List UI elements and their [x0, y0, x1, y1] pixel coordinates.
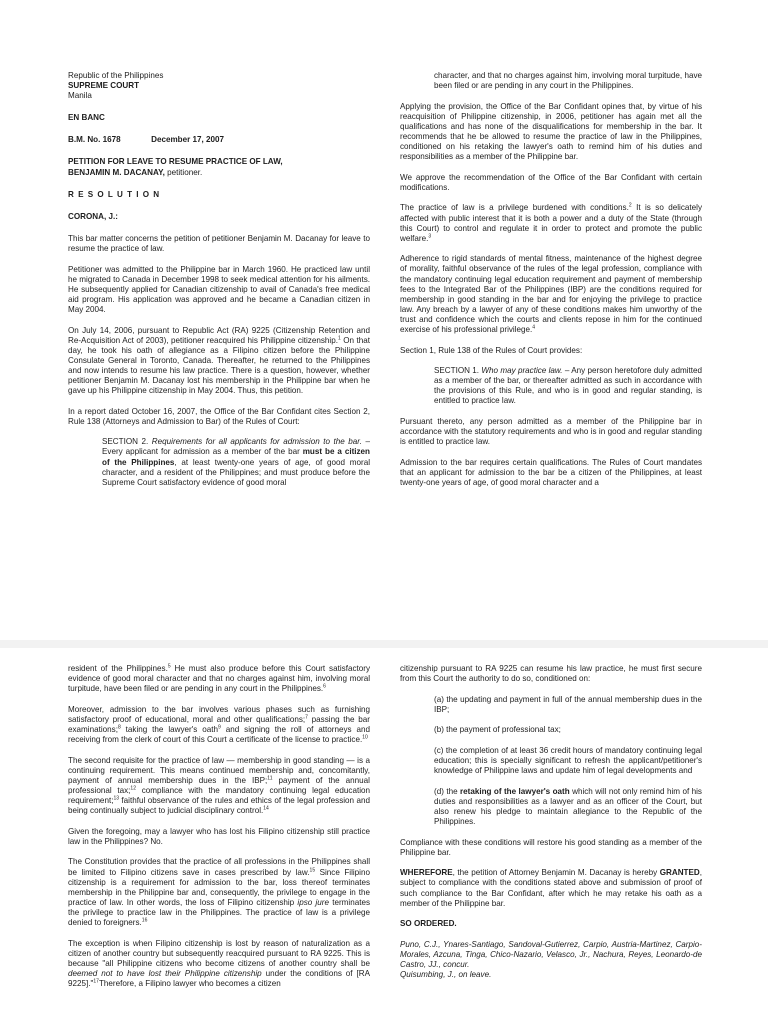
case-parties [68, 168, 370, 178]
case-number-line [68, 135, 370, 145]
so-ordered: SO ORDERED. [400, 919, 457, 929]
ponente: CORONA, J.: [68, 211, 118, 221]
block-quote: SECTION 1. Who may practice law. – Any person heretofore duly admitted as a member of the bar, or thereafter admitted as such in accordance with the provisions of this Rule, and who is in good and regular standing, is entitled to practice law. [434, 366, 703, 406]
paragraph: Compliance with these conditions will restore his good standing as a member of the Philippine bar. [400, 837, 702, 857]
condition-a: (a) the updating and payment in full of the annual membership dues in the IBP; [434, 694, 702, 714]
footnote-ref: 1 [337, 334, 341, 341]
block-quote: SECTION 2. Requirements for all applicants for admission to the bar. – Every applicant for admission as a member of the bar must be a citizen of the Philippines, at least twenty-one years of age, of good moral character, and a resident of the Philippines; and must produce before the Supreme Court satisfactory evidence of good moral [102, 437, 371, 487]
paragraph: This bar matter concerns the petition of petitioner Benjamin M. Dacanay for leave to resume the practice of law. [68, 233, 370, 253]
court-city: Manila [68, 91, 92, 101]
petitioner-label: petitioner. [164, 167, 203, 177]
paragraph: Petitioner was admitted to the Philippine bar in March 1960. He practiced law until he migrated to Canada in December 1998 to seek medical attention for his ailments. He subsequently applied for Canadian citizenship to avail of Canada's free medical aid program. His application was approved and he became a Canadian citizen in May 2004. [68, 264, 370, 314]
footnote-ref: 4 [532, 324, 536, 331]
condition-b: (b) the payment of professional tax; [434, 725, 561, 735]
paragraph: Given the foregoing, may a lawyer who has lost his Filipino citizenship still practice law in the Philippines? No. [68, 826, 370, 846]
block-quote-continued: character, and that no charges against him, involving moral turpitude, have been filed or are pending in any court in the Philippines. [434, 71, 702, 91]
footnote-ref: 3 [428, 233, 432, 240]
paragraph: Applying the provision, the Office of the Bar Confidant opines that, by virtue of his reacquisition of Philippine citizenship, in 2006, petitioner has again met all the qualifications and has none of the disqualifications for membership in the bar. It recommends that he be allowed to resume the practice of law in the Philippines, conditioned on his retaking the lawyer's oath to remind him of his duties and responsibilities as a member of the Philippine bar. [400, 101, 702, 162]
paragraph: Adherence to rigid standards of mental fitness, maintenance of the highest degree of morality, faithful observance of the rules of the legal profession, compliance with the mandatory continuing legal education requirement and payment of membership fees to the Integrated Bar of the Philippines (IBP) are the conditions required for membership in good standing in the bar and for enjoying the privilege to practice law. Any breach by a lawyer of any of these conditions makes him unworthy of the trust and confidence which the courts and clients repose in him for the continued exercise of his professional privilege.$^4$ [400, 254, 702, 334]
paragraph: On July 14, 2006, pursuant to Republic Act (RA) 9225 (Citizenship Retention and Re-Acquisition Act of 2003), petitioner reacquired his Philippine citizenship.$^1$ On that day, he took his oath of allegiance as a Filipino citizen before the Philippine Consulate General in Toronto, Canada. Thereafter, he returned to the Philippines and now intends to resume his law practice. There is a question, however, whether petitioner Benjamin M. Dacanay lost his membership in the Philippine bar when he gave up his Philippine citizenship in May 2004. Thus, this petition. [68, 325, 370, 396]
case-number: B.M. No. 1678 [68, 135, 121, 145]
paragraph: Section 1, Rule 138 of the Rules of Court provides: [400, 345, 583, 355]
page-2 [0, 648, 768, 1024]
page-1-right-column [400, 71, 702, 499]
paragraph: The exception is when Filipino citizenship is lost by reason of naturalization as a citizen of another country but subsequently reacquired pursuant to RA 9225. This is because "all Philippine citizens who become citizens of another country shall be deemed not to have lost their Philippine citizenship under the conditions of [RA 9225]."$^{17}$Therefore, a Filipino lawyer who becomes a citizen [68, 938, 370, 988]
paragraph: citizenship pursuant to RA 9225 can resume his law practice, he must first secure from this Court the authority to do so, conditioned on: [400, 664, 702, 684]
petitioner-name: BENJAMIN M. DACANAY, [68, 167, 165, 177]
page-2-left-column [68, 664, 370, 1000]
paragraph: resident of the Philippines.$^5$ He must also produce before this Court satisfactory evidence of good moral character and that no charges against him, involving moral turpitude, have been filed or are pending in any court in the Philippines.$^6$ [68, 663, 370, 694]
concurring-justices: Puno, C.J., Ynares-Santiago, Sandoval-Gutierrez, Carpio, Austria-Martinez, Carpio-Morales, Azcuna, Tinga, Chico-Nazario, Velasco, Jr., Nachura, Reyes, Leonardo-de Castro, JJ., concur. [400, 939, 702, 969]
dispositive-paragraph: WHEREFORE, the petition of Attorney Benjamin M. Dacanay is hereby GRANTED, subject to compliance with the conditions stated above and submission of proof of such compliance to the Bar Confidant, after which he may retake his oath as a member of the Philippine bar. [400, 868, 702, 908]
resolution-heading: R E S O L U T I O N [68, 189, 161, 199]
footnote-ref: 2 [628, 202, 632, 209]
en-banc-label: EN BANC [68, 113, 105, 123]
paragraph: The second requisite for the practice of law — membership in good standing — is a continuing requirement. This means continued membership and, concomitantly, payment of annual membership dues in the IBP;$^{11}$ payment of the annual professional tax;$^{12}$ compliance with the mandatory continuing legal education requirement;$^{13}$ faithful observance of the rules and ethics of the legal profession and being continually subject to judicial disciplinary control.$^{14}$ [68, 755, 371, 816]
paragraph: The practice of law is a privilege burdened with conditions.$^2$ It is so delicately affected with public interest that it is both a power and a duty of the State (through this Court) to control and regulate it in order to protect and promote the public welfare.$^3$ [400, 202, 702, 243]
case-title: PETITION FOR LEAVE TO RESUME PRACTICE OF LAW, [68, 157, 283, 167]
paragraph: In a report dated October 16, 2007, the Office of the Bar Confidant cites Section 2, Rule 138 (Attorneys and Admission to Bar) of the Rules of Court: [68, 406, 370, 426]
paragraph: Admission to the bar requires certain qualifications. The Rules of Court mandates that an applicant for admission to the bar be a citizen of the Philippines, at least twenty-one years of age, of good moral character and a [400, 457, 702, 487]
condition-c: (c) the completion of at least 36 credit hours of mandatory continuing legal education; this is specially significant to refresh the applicant/petitioner's knowledge of Philippine laws and update him of legal developments and [434, 745, 702, 776]
paragraph: Pursuant thereto, any person admitted as a member of the Philippine bar in accordance with the statutory requirements and who is in good and regular standing is entitled to practice law. [400, 417, 702, 447]
paragraph: Moreover, admission to the bar involves various phases such as furnishing satisfactory proof of educational, moral and other qualifications;$^7$ passing the bar examinations;$^8$ taking the lawyer's oath$^9$ and signing the roll of attorneys and receiving from the clerk of court of this Court a certificate of the license to practice.$^{10}$ [68, 704, 371, 745]
paragraph: The Constitution provides that the practice of all professions in the Philippines shall be limited to Filipino citizens save in cases prescribed by law.$^{15}$ Since Filipino citizenship is a requirement for admission to the bar, loss thereof terminates membership in the Philippine bar and, consequently, the privilege to engage in the practice of law. In other words, the loss of Filipino citizenship ipso jure terminates the privilege to practice law in the Philippines. The practice of law is a privilege denied to foreigners.$^{16}$ [68, 857, 370, 927]
case-date: December 17, 2007 [151, 135, 225, 145]
page-2-right-column [400, 664, 702, 980]
condition-d: (d) the retaking of the lawyer's oath which will not only remind him of his duties and responsibilities as a lawyer and as an officer of the Court, but also renew his pledge to maintain allegiance to the Republic of the Philippines. [434, 786, 702, 827]
on-leave-note: Quisumbing, J., on leave. [400, 970, 492, 980]
republic-line: Republic of the Philippines [68, 71, 164, 80]
page-1-left-column [68, 71, 370, 498]
paragraph: We approve the recommendation of the Office of the Bar Confidant with certain modifications. [400, 172, 702, 192]
court-name: SUPREME COURT [68, 81, 140, 91]
